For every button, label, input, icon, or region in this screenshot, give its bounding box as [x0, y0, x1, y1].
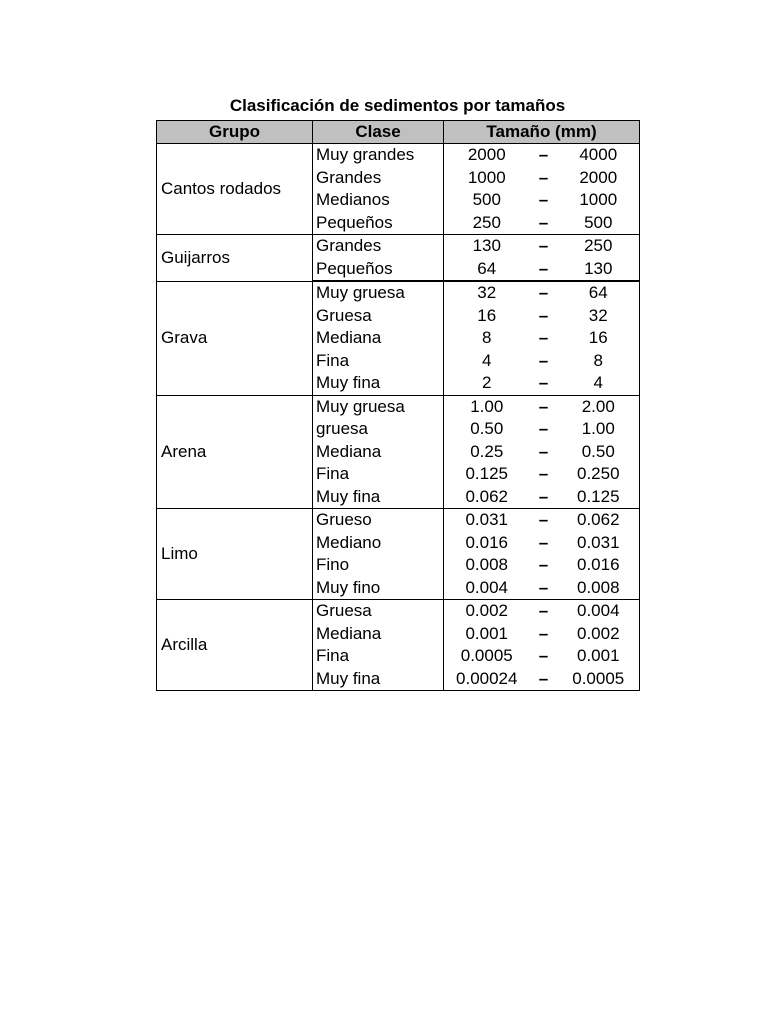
- table-row: [157, 235, 640, 258]
- table-row: [157, 144, 640, 167]
- range-separator: –: [538, 258, 549, 278]
- range-separator: –: [538, 532, 549, 552]
- class-name: Gruesa: [313, 600, 444, 623]
- class-name: Medianos: [313, 189, 444, 212]
- size-min: 32: [444, 281, 530, 305]
- size-min: 0.125: [444, 463, 530, 486]
- table-row: [157, 509, 640, 532]
- size-max: 250: [558, 235, 640, 258]
- range-separator: –: [530, 235, 558, 258]
- range-separator: –: [538, 623, 549, 643]
- group-name: Guijarros: [157, 235, 313, 282]
- range-separator: –: [530, 668, 558, 691]
- size-max: 64: [558, 281, 640, 305]
- size-min: 2: [444, 372, 530, 395]
- range-separator: –: [538, 464, 549, 484]
- range-separator: –: [538, 373, 549, 393]
- size-min: 130: [444, 235, 530, 258]
- size-max: 4: [558, 372, 640, 395]
- size-min: 0.016: [444, 532, 530, 555]
- class-name: Muy gruesa: [313, 281, 444, 305]
- range-separator: –: [538, 190, 549, 210]
- header-size: Tamaño (mm): [444, 121, 640, 144]
- class-name: Fina: [313, 645, 444, 668]
- size-min: 0.0005: [444, 645, 530, 668]
- header-group: Grupo: [157, 121, 313, 144]
- size-min: 250: [444, 212, 530, 235]
- group-name: Grava: [157, 281, 313, 395]
- range-separator: –: [538, 577, 549, 597]
- range-separator: –: [530, 144, 558, 167]
- size-max: 1000: [558, 189, 640, 212]
- size-max: 16: [558, 327, 640, 350]
- group-name: Arcilla: [157, 600, 313, 691]
- size-max: 500: [558, 212, 640, 235]
- size-max: 2000: [558, 167, 640, 190]
- size-max: 2.00: [558, 395, 640, 418]
- range-separator: –: [538, 646, 549, 666]
- class-name: Fino: [313, 554, 444, 577]
- class-name: Fina: [313, 350, 444, 373]
- size-max: 4000: [558, 144, 640, 167]
- size-min: 16: [444, 305, 530, 328]
- header-row: [157, 121, 640, 144]
- range-separator: –: [538, 486, 549, 506]
- class-name: Mediano: [313, 532, 444, 555]
- size-max: 130: [558, 258, 640, 282]
- class-name: Muy fina: [313, 372, 444, 395]
- size-min: 2000: [444, 144, 530, 167]
- size-min: 64: [444, 258, 530, 282]
- size-max: 0.001: [558, 645, 640, 668]
- class-name: Muy fina: [313, 668, 444, 691]
- size-max: 1.00: [558, 418, 640, 441]
- class-name: Mediana: [313, 441, 444, 464]
- size-min: 0.00024: [444, 668, 530, 691]
- size-max: 0.0005: [558, 668, 640, 691]
- group-name: Arena: [157, 395, 313, 509]
- range-separator: –: [538, 212, 549, 232]
- range-separator: –: [538, 555, 549, 575]
- size-max: 0.125: [558, 486, 640, 509]
- class-name: Pequeños: [313, 212, 444, 235]
- table-row: [157, 281, 640, 305]
- size-max: 0.031: [558, 532, 640, 555]
- range-separator: –: [530, 509, 558, 532]
- range-separator: –: [538, 350, 549, 370]
- table-row: [157, 395, 640, 418]
- size-max: 0.016: [558, 554, 640, 577]
- size-min: 500: [444, 189, 530, 212]
- size-max: 0.250: [558, 463, 640, 486]
- size-min: 0.001: [444, 623, 530, 646]
- size-min: 0.062: [444, 486, 530, 509]
- range-separator: –: [538, 441, 549, 461]
- size-min: 8: [444, 327, 530, 350]
- table-title: Clasificación de sedimentos por tamaños: [229, 96, 566, 115]
- size-min: 1000: [444, 167, 530, 190]
- size-min: 0.50: [444, 418, 530, 441]
- size-max: 32: [558, 305, 640, 328]
- range-separator: –: [530, 281, 558, 305]
- table-body: [157, 144, 640, 691]
- size-min: 0.031: [444, 509, 530, 532]
- class-name: Muy fino: [313, 577, 444, 600]
- class-name: Mediana: [313, 623, 444, 646]
- class-name: Muy grandes: [313, 144, 444, 167]
- size-min: 0.002: [444, 600, 530, 623]
- class-name: Mediana: [313, 327, 444, 350]
- class-name: Muy gruesa: [313, 395, 444, 418]
- table-row: [157, 600, 640, 623]
- class-name: Muy fina: [313, 486, 444, 509]
- class-name: Grandes: [313, 235, 444, 258]
- header-class: Clase: [313, 121, 444, 144]
- size-min: 0.25: [444, 441, 530, 464]
- sediment-table: [156, 120, 640, 691]
- class-name: gruesa: [313, 418, 444, 441]
- group-name: Limo: [157, 509, 313, 600]
- range-separator: –: [530, 600, 558, 623]
- range-separator: –: [538, 328, 549, 348]
- size-max: 0.004: [558, 600, 640, 623]
- size-min: 4: [444, 350, 530, 373]
- size-min: 0.008: [444, 554, 530, 577]
- group-name: Cantos rodados: [157, 144, 313, 235]
- range-separator: –: [538, 167, 549, 187]
- size-max: 0.50: [558, 441, 640, 464]
- class-name: Grandes: [313, 167, 444, 190]
- size-max: 0.002: [558, 623, 640, 646]
- range-separator: –: [538, 419, 549, 439]
- class-name: Grueso: [313, 509, 444, 532]
- size-min: 1.00: [444, 395, 530, 418]
- class-name: Pequeños: [313, 258, 444, 282]
- range-separator: –: [538, 305, 549, 325]
- range-separator: –: [530, 395, 558, 418]
- class-name: Gruesa: [313, 305, 444, 328]
- size-min: 0.004: [444, 577, 530, 600]
- size-max: 8: [558, 350, 640, 373]
- class-name: Fina: [313, 463, 444, 486]
- size-max: 0.062: [558, 509, 640, 532]
- size-max: 0.008: [558, 577, 640, 600]
